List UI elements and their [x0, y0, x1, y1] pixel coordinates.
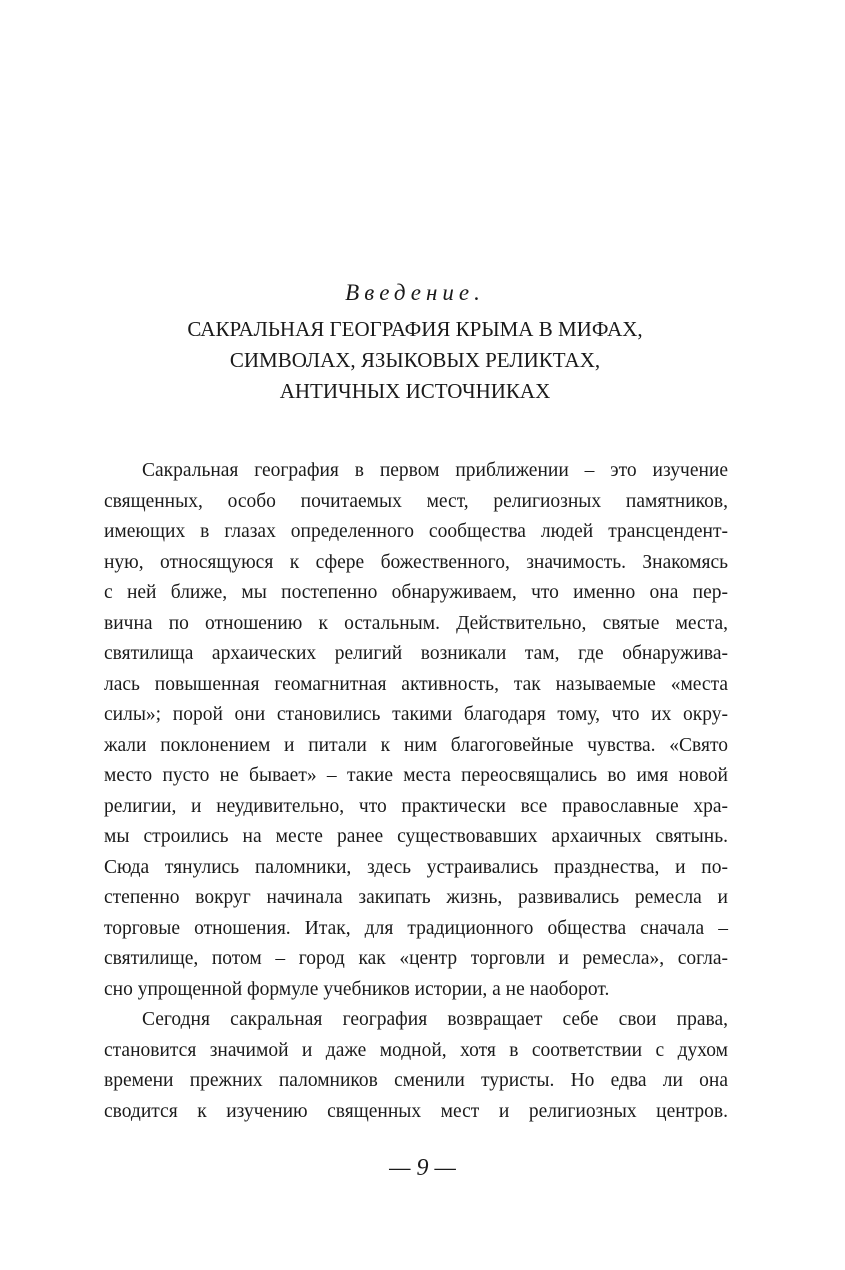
text-line: Сегодня сакральная география возвращает себе свои права, — [142, 1009, 728, 1030]
chapter-title-line: СИМВОЛАХ, ЯЗЫКОВЫХ РЕЛИКТАХ, — [229, 348, 601, 372]
text-line: с ней ближе, мы постепенно обнаруживаем, что именно она пер- — [104, 582, 728, 603]
text-line: торговые отношения. Итак, для традиционного общества сначала – — [104, 917, 728, 939]
text-line: Сюда тянулись паломники, здесь устраивались празднества, и по- — [104, 856, 728, 878]
body-text — [104, 456, 728, 1127]
text-line: времени прежних паломников сменили туристы. Но едва ли она — [104, 1070, 728, 1091]
text-line: священных, особо почитаемых мест, религиозных памятников, — [104, 490, 728, 512]
text-line: имеющих в глазах определенного сообщества людей трансцендент- — [104, 521, 728, 542]
paragraph — [104, 1005, 728, 1127]
text-line: лась повышенная геомагнитная активность, так называемые «места — [104, 673, 728, 695]
text-line: сно упрощенной формуле учебников истории, а не наоборот. — [104, 978, 610, 1000]
text-line: святилище, потом – город как «центр торговли и ремесла», согла- — [104, 948, 728, 969]
text-line: жали поклонением и питали к ним благоговейные чувства. «Свято — [104, 734, 728, 756]
chapter-title — [100, 314, 730, 407]
chapter-label: Введение. — [345, 280, 485, 305]
text-line: мы строились на месте ранее существовавших архаичных святынь. — [104, 826, 728, 847]
page-number: — 9 — — [389, 1155, 456, 1181]
chapter-title-line: АНТИЧНЫХ ИСТОЧНИКАХ — [279, 379, 551, 403]
text-line: религии, и неудивительно, что практически все православные хра- — [104, 795, 728, 817]
text-line: место пусто не бывает» – такие места переосвящались во имя новой — [104, 765, 728, 786]
text-line: силы»; порой они становились такими благодаря тому, что их окру- — [104, 704, 728, 725]
text-line: вична по отношению к остальным. Действительно, святые места, — [104, 612, 728, 634]
text-line: становится значимой и даже модной, хотя в соответствии с духом — [104, 1039, 728, 1061]
paragraph — [104, 456, 728, 1005]
chapter-title-line: САКРАЛЬНАЯ ГЕОГРАФИЯ КРЫМА В МИФАХ, — [187, 317, 643, 341]
text-line: ную, относящуюся к сфере божественного, значимость. Знакомясь — [104, 551, 728, 573]
text-line: Сакральная география в первом приближении – это изучение — [142, 460, 728, 481]
text-line: святилища архаических религий возникали там, где обнаружива- — [104, 643, 728, 664]
text-line: степенно вокруг начинала закипать жизнь, развивались ремесла и — [104, 887, 728, 908]
text-line: сводится к изучению священных мест и религиозных центров. — [104, 1100, 728, 1122]
chapter-heading — [100, 278, 730, 407]
